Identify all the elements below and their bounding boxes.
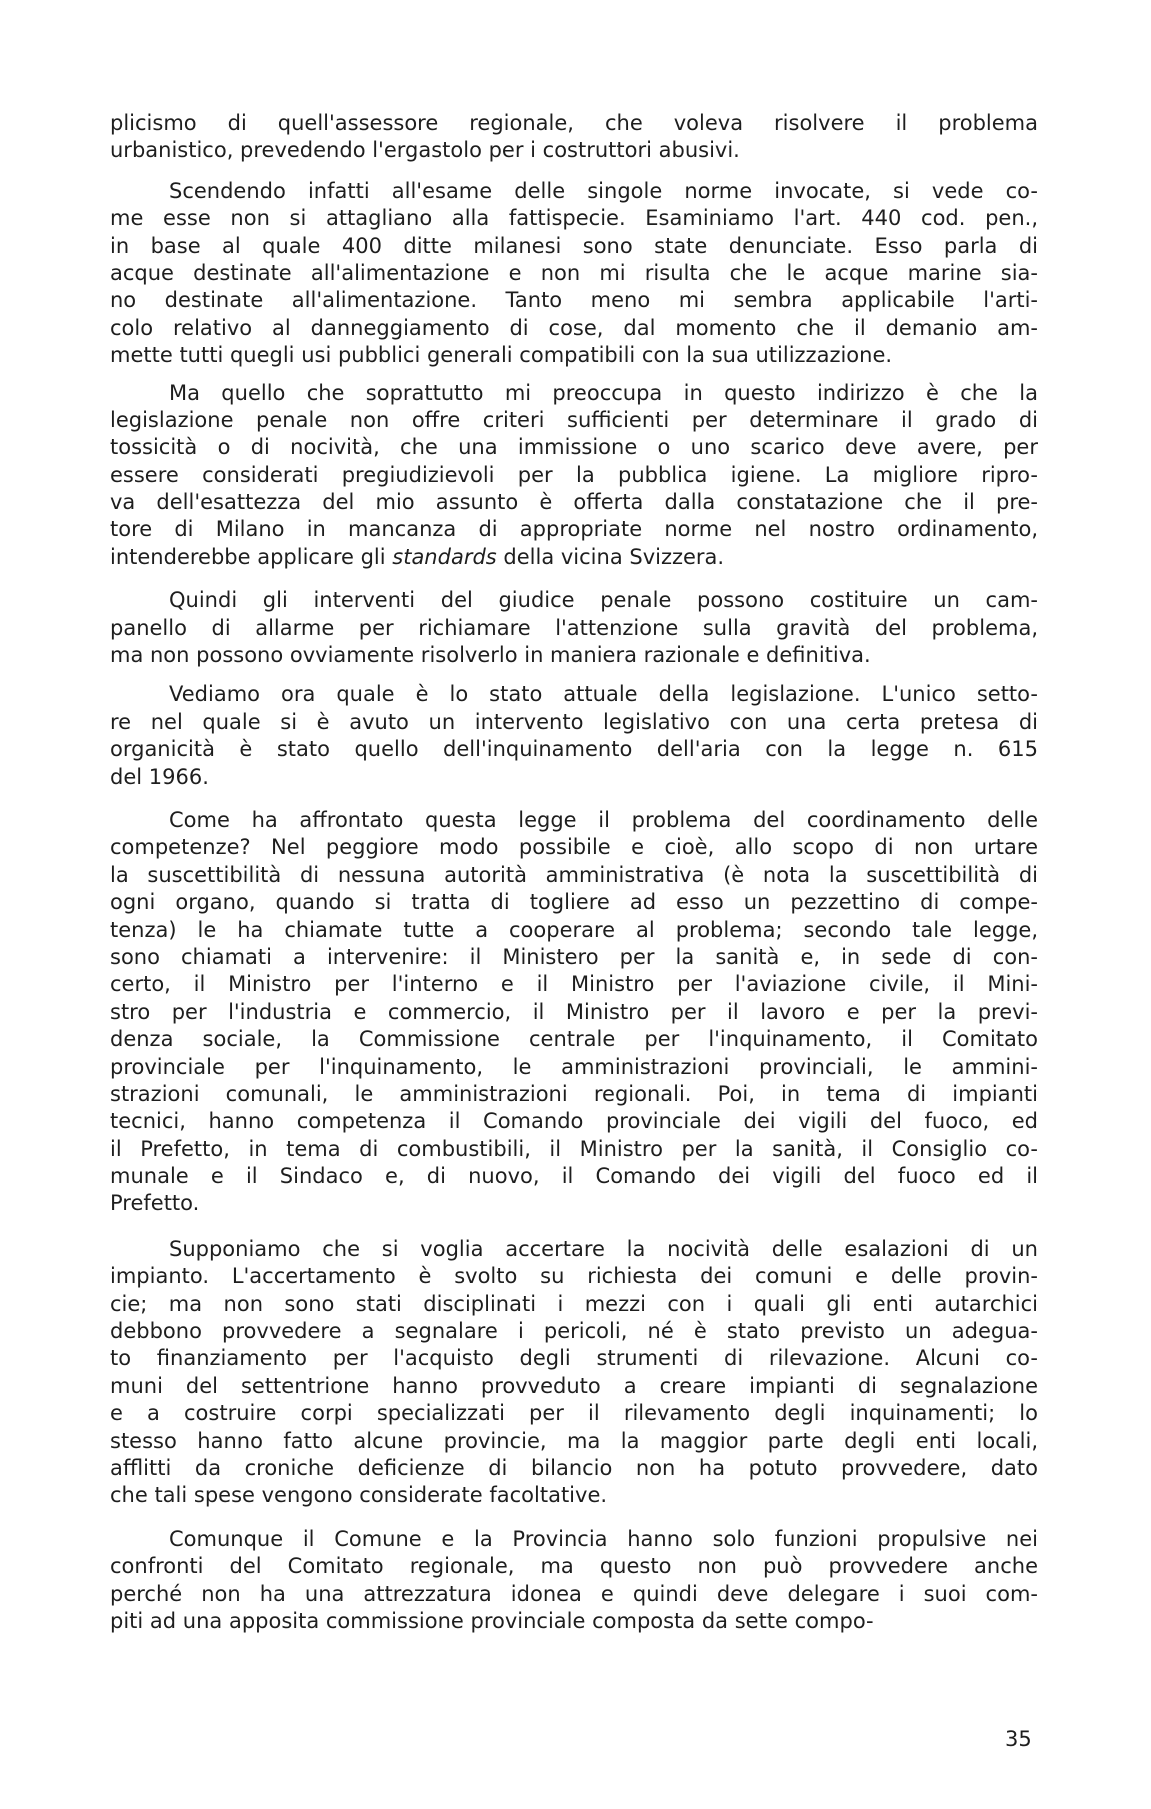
text-line: provinciale per l'inquinamento, le amministrazioni provinciali, le ammini- bbox=[110, 1054, 1038, 1079]
text-line: to finanziamento per l'acquisto degli strumenti di rilevazione. Alcuni co- bbox=[110, 1346, 1038, 1371]
text-line: tenza) le ha chiamate tutte a cooperare al problema; secondo tale legge, bbox=[110, 917, 1038, 942]
paragraph bbox=[110, 1236, 1038, 1510]
text-line: intenderebbe applicare gli standards della vicina Svizzera. bbox=[110, 544, 725, 569]
text-line: organicità è stato quello dell'inquinamento dell'aria con la legge n. 615 bbox=[110, 737, 1038, 762]
text-line: in base al quale 400 ditte milanesi sono state denunciate. Esso parla di bbox=[110, 233, 1038, 258]
text-line: Ma quello che soprattutto mi preoccupa in questo indirizzo è che la bbox=[169, 380, 1038, 405]
paragraph bbox=[110, 1526, 1038, 1636]
text-line: il Prefetto, in tema di combustibili, il Ministro per la sanità, il Consiglio co- bbox=[110, 1136, 1038, 1161]
paragraph bbox=[110, 380, 1038, 572]
text-line: che tali spese vengono considerate facoltative. bbox=[110, 1483, 608, 1508]
text-line: ma non possono ovviamente risolverlo in maniera razionale e definitiva. bbox=[110, 643, 871, 668]
text-line: confronti del Comitato regionale, ma questo non può provvedere anche bbox=[110, 1554, 1038, 1579]
text-line: tossicità o di nocività, che una immissione o uno scarico deve avere, per bbox=[110, 435, 1038, 460]
text-line: colo relativo al danneggiamento di cose, dal momento che il demanio am- bbox=[110, 315, 1038, 340]
paragraph bbox=[110, 110, 1038, 165]
text-line: muni del settentrione hanno provveduto a creare impianti di segnalazione bbox=[110, 1373, 1038, 1398]
text-line: Prefetto. bbox=[110, 1191, 200, 1216]
text-line: urbanistico, prevedendo l'ergastolo per i costruttori abusivi. bbox=[110, 138, 740, 163]
text-line: plicismo di quell'assessore regionale, che voleva risolvere il problema bbox=[110, 111, 1038, 135]
text-line: mette tutti quegli usi pubblici generali compatibili con la sua utilizzazione. bbox=[110, 343, 893, 368]
text-line: munale e il Sindaco e, di nuovo, il Comando dei vigili del fuoco ed il bbox=[110, 1164, 1038, 1189]
text-line: sono chiamati a intervenire: il Ministero per la sanità e, in sede di con- bbox=[110, 944, 1038, 969]
text-line: me esse non si attagliano alla fattispecie. Esaminiamo l'art. 440 cod. pen., bbox=[110, 206, 1038, 231]
text-line: denza sociale, la Commissione centrale per l'inquinamento, il Comitato bbox=[110, 1027, 1038, 1052]
text-line: stro per l'industria e commercio, il Ministro per il lavoro e per la previ- bbox=[110, 999, 1038, 1024]
text-line: piti ad una apposita commissione provinciale composta da sette compo- bbox=[110, 1608, 874, 1633]
text-line: va dell'esattezza del mio assunto è offerta dalla constatazione che il pre- bbox=[110, 490, 1038, 515]
text-line: legislazione penale non offre criteri sufficienti per determinare il grado di bbox=[110, 407, 1038, 432]
text-line: re nel quale si è avuto un intervento legislativo con una certa pretesa di bbox=[110, 709, 1038, 734]
page-number: 35 bbox=[1005, 1727, 1032, 1751]
text-line: essere considerati pregiudizievoli per la pubblica igiene. La migliore ripro- bbox=[110, 462, 1038, 487]
text-line: debbono provvedere a segnalare i pericoli, né è stato previsto un adegua- bbox=[110, 1319, 1038, 1344]
text-line: competenze? Nel peggiore modo possibile e cioè, allo scopo di non urtare bbox=[110, 835, 1038, 860]
paragraph bbox=[110, 587, 1038, 669]
paragraph bbox=[110, 807, 1038, 1218]
text-line: Scendendo infatti all'esame delle singole norme invocate, si vede co- bbox=[169, 178, 1038, 203]
text-line: tecnici, hanno competenza il Comando provinciale dei vigili del fuoco, ed bbox=[110, 1109, 1038, 1134]
body-text bbox=[110, 96, 1038, 1635]
text-line: del 1966. bbox=[110, 764, 209, 789]
text-line: Come ha affrontato questa legge il problema del coordinamento delle bbox=[169, 807, 1038, 832]
paragraph bbox=[110, 178, 1038, 370]
text-line: e a costruire corpi specializzati per il rilevamento degli inquinamenti; lo bbox=[110, 1401, 1038, 1426]
text-line: impianto. L'accertamento è svolto su richiesta dei comuni e delle provin- bbox=[110, 1264, 1038, 1289]
text-line: Vediamo ora quale è lo stato attuale della legislazione. L'unico setto- bbox=[169, 682, 1038, 707]
text-line: certo, il Ministro per l'interno e il Ministro per l'aviazione civile, il Mini- bbox=[110, 972, 1038, 997]
text-line: strazioni comunali, le amministrazioni regionali. Poi, in tema di impianti bbox=[110, 1081, 1038, 1106]
text-line: Quindi gli interventi del giudice penale possono costituire un cam- bbox=[169, 588, 1038, 613]
paragraph bbox=[110, 681, 1038, 791]
text-line: tore di Milano in mancanza di appropriate norme nel nostro ordinamento, bbox=[110, 517, 1038, 542]
text-line: la suscettibilità di nessuna autorità amministrativa (è nota la suscettibilità di bbox=[110, 862, 1038, 887]
text-line: afflitti da croniche deficienze di bilancio non ha potuto provvedere, dato bbox=[110, 1455, 1038, 1480]
text-line: Comunque il Comune e la Provincia hanno solo funzioni propulsive nei bbox=[169, 1526, 1038, 1551]
text-line: acque destinate all'alimentazione e non mi risulta che le acque marine sia- bbox=[110, 260, 1038, 285]
text-line: stesso hanno fatto alcune provincie, ma la maggior parte degli enti locali, bbox=[110, 1428, 1038, 1453]
text-line: no destinate all'alimentazione. Tanto meno mi sembra applicabile l'arti- bbox=[110, 288, 1038, 313]
text-line: ogni organo, quando si tratta di togliere ad esso un pezzettino di compe- bbox=[110, 890, 1038, 915]
text-line: Supponiamo che si voglia accertare la nocività delle esalazioni di un bbox=[169, 1236, 1038, 1261]
text-line: cie; ma non sono stati disciplinati i mezzi con i quali gli enti autarchici bbox=[110, 1291, 1038, 1316]
text-line: panello di allarme per richiamare l'attenzione sulla gravità del problema, bbox=[110, 615, 1038, 640]
text-line: perché non ha una attrezzatura idonea e quindi deve delegare i suoi com- bbox=[110, 1581, 1038, 1606]
